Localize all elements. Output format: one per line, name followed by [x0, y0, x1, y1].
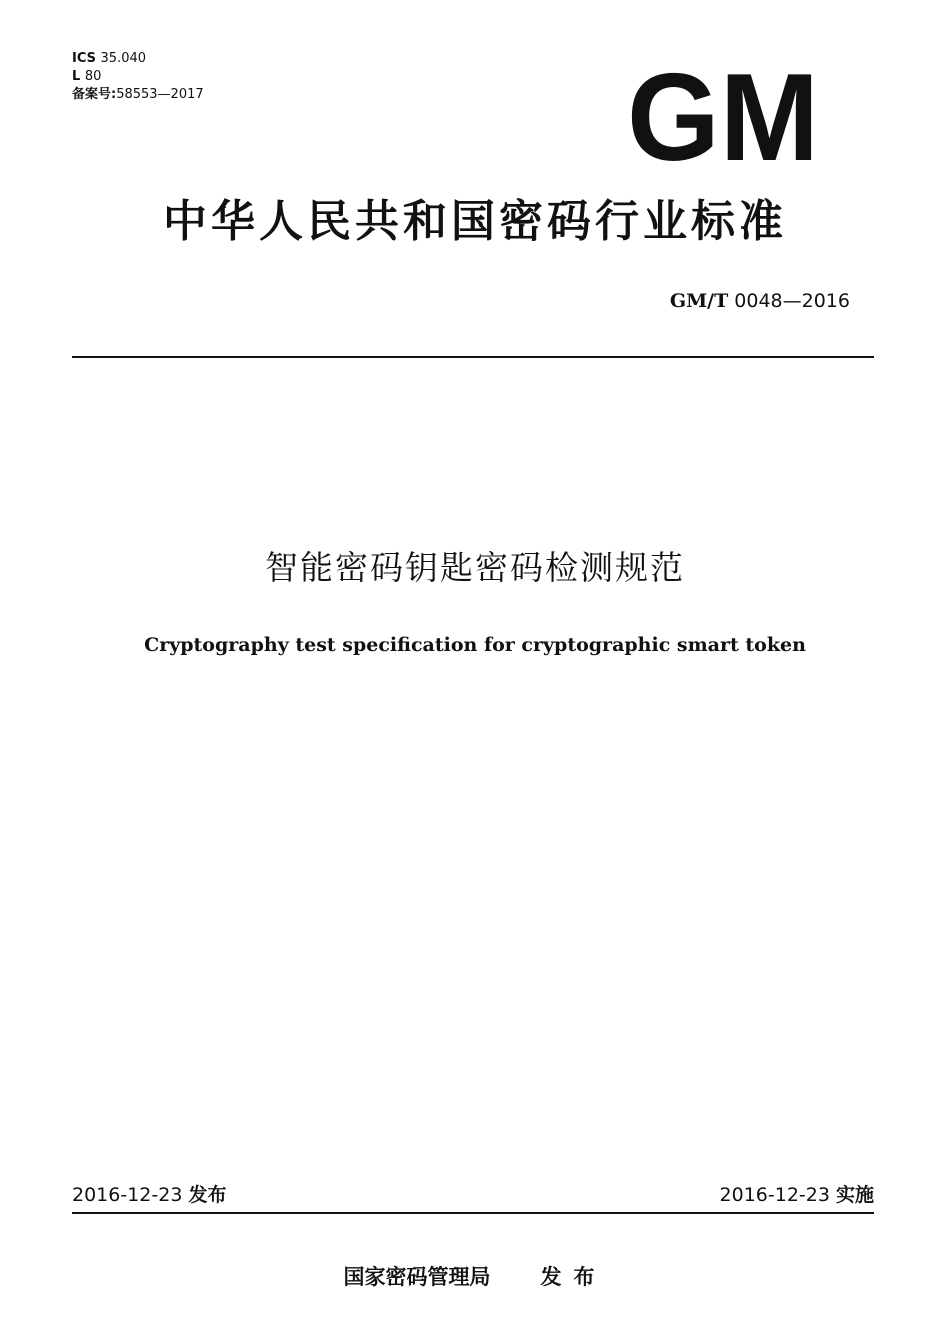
top-divider: [72, 356, 874, 358]
l-code: [72, 68, 204, 86]
implementation-date: [720, 1182, 874, 1208]
issue-date-value: 2016-12-23: [72, 1184, 183, 1206]
standard-number: [670, 288, 850, 314]
l-value: 80: [84, 69, 102, 84]
publisher-name: 国家密码管理局: [343, 1265, 491, 1289]
standard-number-prefix: GM/T: [669, 290, 729, 312]
l-label: L: [72, 69, 81, 84]
record-value: 58553—2017: [116, 87, 204, 102]
bottom-divider: [72, 1212, 874, 1214]
implementation-date-label: 实施: [835, 1184, 874, 1206]
record-label: 备案号:: [72, 87, 117, 102]
record-number: [72, 86, 204, 104]
ics-code: [72, 50, 204, 68]
issue-date: [72, 1182, 226, 1208]
implementation-date-value: 2016-12-23: [719, 1184, 830, 1206]
issue-date-label: 发布: [188, 1184, 227, 1206]
ics-label: ICS: [72, 51, 96, 66]
standard-category-title: 中华人民共和国密码行业标准: [163, 196, 787, 247]
gm-logo: [626, 67, 820, 163]
standard-number-value: 0048—2016: [734, 290, 850, 312]
gm-logo-text: GM: [627, 67, 819, 163]
document-title-english: Cryptography test specification for cryptographic smart token: [144, 634, 806, 656]
publisher-action: 发布: [540, 1265, 607, 1289]
classification-codes: [72, 50, 204, 104]
ics-value: 35.040: [100, 51, 147, 66]
publisher-line: [0, 1262, 950, 1292]
document-title-chinese: 智能密码钥匙密码检测规范: [265, 548, 685, 587]
